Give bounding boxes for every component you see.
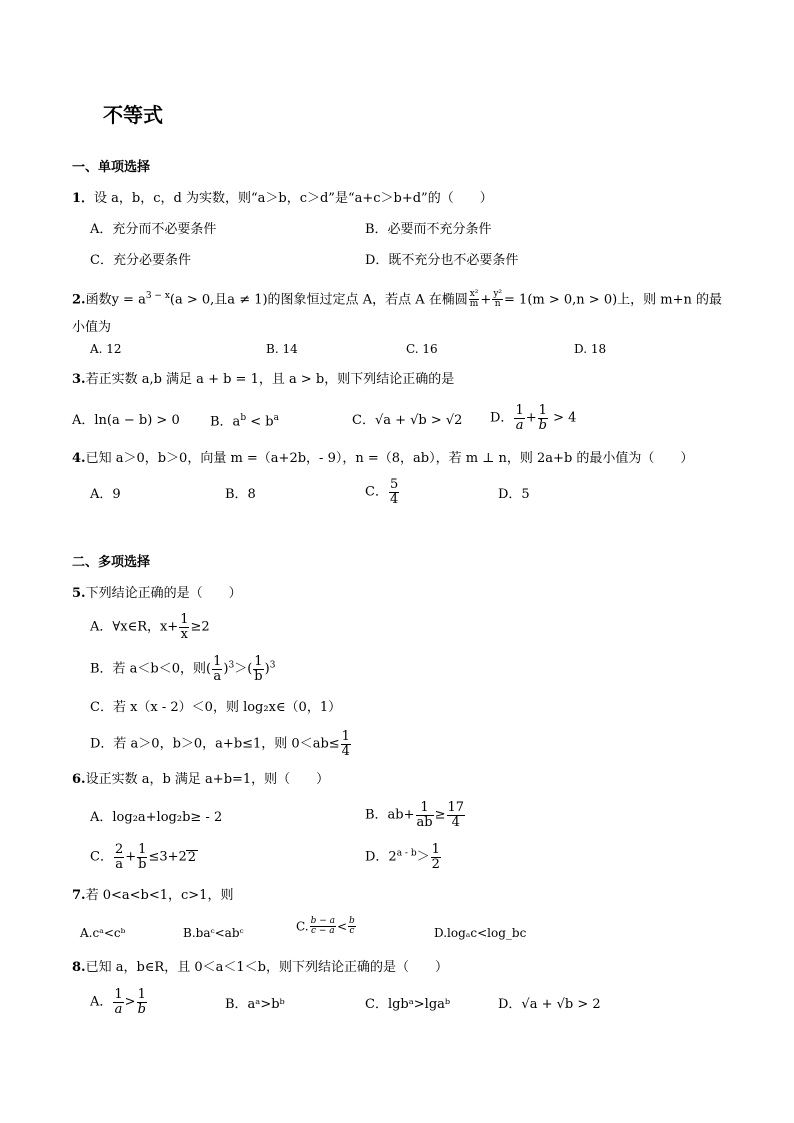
question-number: 6. — [72, 772, 86, 787]
q6-option-b[interactable]: B．ab+ $\frac{1}{ab}$ ≥ $\frac{17}{4}$ — [365, 800, 465, 830]
q7-option-d[interactable]: D.logₐc<log_bc — [434, 926, 527, 940]
q1-option-a[interactable]: A．充分而不必要条件 — [90, 222, 217, 237]
fraction-1-x: $\frac{1}{x}$ — [180, 612, 189, 642]
question-2-stem: 2.函数$y = a^{3 - x}(a > 0$,且a ≠ 1)的图象恒过定点 A，若点 A 在椭圆 $\frac{\text{x²}}{m}$ + $\frac{\text{y²}}{n}$ = 1(m > 0,n > 0)上，则 m+n 的最 — [72, 289, 723, 310]
fraction-1-b: $\frac{1}{b}$ — [137, 987, 146, 1017]
fraction-1-a: $\frac{1}{a}$ — [213, 654, 222, 684]
fraction-1-4: $\frac{1}{4}$ — [341, 729, 350, 759]
fraction-17-4: $\frac{17}{4}$ — [447, 800, 465, 830]
question-8-stem: 8.已知 a，b∈R，且 0＜a＜1＜b，则下列结论正确的是（ ） — [72, 960, 448, 975]
q1-option-b[interactable]: B．必要而不充分条件 — [365, 222, 492, 237]
question-number: 3. — [72, 372, 86, 387]
section-heading-multiple-choice: 二、多项选择 — [72, 555, 151, 570]
q3-option-c[interactable]: C．√a + √b > √2 — [352, 413, 463, 428]
q5-option-d[interactable]: D．若 a＞0，b＞0，a+b≤1，则 0＜ab≤ $\frac{1}{4}$ — [90, 729, 350, 759]
q7-option-a[interactable]: A.cᵃ<cᵇ — [80, 926, 126, 940]
q7-option-b[interactable]: B.baᶜ<abᶜ — [183, 926, 244, 940]
q3-option-b[interactable]: B．$a^b < b^a$ — [210, 413, 279, 430]
q1-option-d[interactable]: D．既不充分也不必要条件 — [365, 253, 519, 268]
page-title: 不等式 — [103, 103, 163, 127]
q7-option-c[interactable]: C. $\frac{b - a}{c - a}$ < $\frac{b}{c}$ — [296, 916, 355, 937]
fraction-1-a: $\frac{1}{a}$ — [114, 987, 123, 1017]
question-number: 4. — [72, 451, 86, 466]
question-5-stem: 5.下列结论正确的是（ ） — [72, 586, 242, 601]
fraction-1-b: $\frac{1}{b}$ — [138, 842, 147, 872]
q2-option-c[interactable]: C. 16 — [406, 342, 438, 356]
question-number: 2. — [72, 292, 86, 308]
fraction-b-a-over-c-a: $\frac{b - a}{c - a}$ — [310, 916, 335, 937]
q1-option-c[interactable]: C．充分必要条件 — [90, 253, 191, 268]
q6-option-d[interactable]: D．$2^{a - b}>$ $\frac{1}{2}$ — [365, 842, 440, 872]
question-6-stem: 6.设正实数 a，b 满足 a+b=1，则（ ） — [72, 772, 330, 787]
fraction-b-c: $\frac{b}{c}$ — [349, 916, 355, 937]
q5-option-b[interactable]: B．若 a＜b＜0，则( $\frac{1}{a}$ )$^3$＞( $\frac{1}{b}$ )$^3$ — [90, 654, 276, 684]
q8-option-b[interactable]: B．aᵃ>bᵇ — [225, 997, 285, 1012]
fraction-1-b: $\frac{1}{b}$ — [538, 403, 547, 433]
q4-option-d[interactable]: D．5 — [498, 487, 530, 502]
fraction-x2-m: $\frac{\text{x²}}{m}$ — [469, 289, 479, 310]
fraction-2-a: $\frac{2}{a}$ — [114, 842, 124, 872]
q5-option-c[interactable]: C．若 x（x - 2）＜0，则 log₂x∈（0，1） — [90, 700, 342, 715]
fraction-1-ab: $\frac{1}{ab}$ — [416, 800, 433, 830]
q3-option-d[interactable]: D． $\frac{1}{a}$ + $\frac{1}{b}$ > 4 — [490, 403, 577, 433]
q8-option-a[interactable]: A． $\frac{1}{a}$ > $\frac{1}{b}$ — [90, 987, 146, 1017]
question-number: 7. — [72, 888, 86, 903]
section-heading-single-choice: 一、单项选择 — [72, 160, 151, 175]
q2-option-a[interactable]: A. 12 — [90, 342, 122, 356]
q3-option-a[interactable]: A．ln(a − b) > 0 — [72, 413, 180, 428]
q6-option-a[interactable]: A．log₂a+log₂b≥ - 2 — [90, 810, 223, 825]
fraction-5-4: $\frac{5}{4}$ — [389, 477, 399, 507]
q6-option-c[interactable]: C． $\frac{2}{a}$ + $\frac{1}{b}$ ≤3+22 — [90, 842, 197, 872]
question-7-stem: 7.若 0<a<b<1，c>1，则 — [72, 888, 234, 903]
question-4-stem: 4.已知 a＞0，b＞0，向量 m =（a+2b，- 9），n =（8，ab），若 m ⊥ n，则 2a+b 的最小值为（ ） — [72, 451, 694, 466]
question-number: 5. — [72, 586, 86, 601]
q4-option-c[interactable]: C． $\frac{5}{4}$ — [365, 477, 399, 507]
fraction-y2-n: $\frac{\text{y²}}{n}$ — [493, 289, 503, 310]
question-3-stem: 3.若正实数 a,b 满足 a + b = 1，且 a > b，则下列结论正确的是 — [72, 372, 455, 387]
fraction-1-a: $\frac{1}{a}$ — [515, 403, 524, 433]
question-text: 设 a，b，c，d 为实数，则“a＞b，c＞d”是“a+c＞b+d”的（ ） — [94, 191, 493, 206]
q8-option-c[interactable]: C．lgbᵃ>lgaᵇ — [365, 997, 451, 1012]
fraction-1-2: $\frac{1}{2}$ — [431, 842, 440, 872]
q4-option-b[interactable]: B．8 — [225, 487, 256, 502]
q2-option-b[interactable]: B. 14 — [266, 342, 298, 356]
q8-option-d[interactable]: D．√a + √b > 2 — [498, 997, 601, 1012]
q5-option-a[interactable]: A．∀x∈R，x+ $\frac{1}{x}$ ≥2 — [90, 612, 210, 642]
q4-option-a[interactable]: A．9 — [90, 487, 121, 502]
question-number: 1． — [72, 191, 95, 206]
q2-option-d[interactable]: D. 18 — [574, 342, 607, 356]
fraction-1-b: $\frac{1}{b}$ — [254, 654, 263, 684]
question-1-stem — [72, 192, 493, 205]
question-2-stem-line2: 小值为 — [72, 320, 112, 335]
question-number: 8. — [72, 960, 86, 975]
